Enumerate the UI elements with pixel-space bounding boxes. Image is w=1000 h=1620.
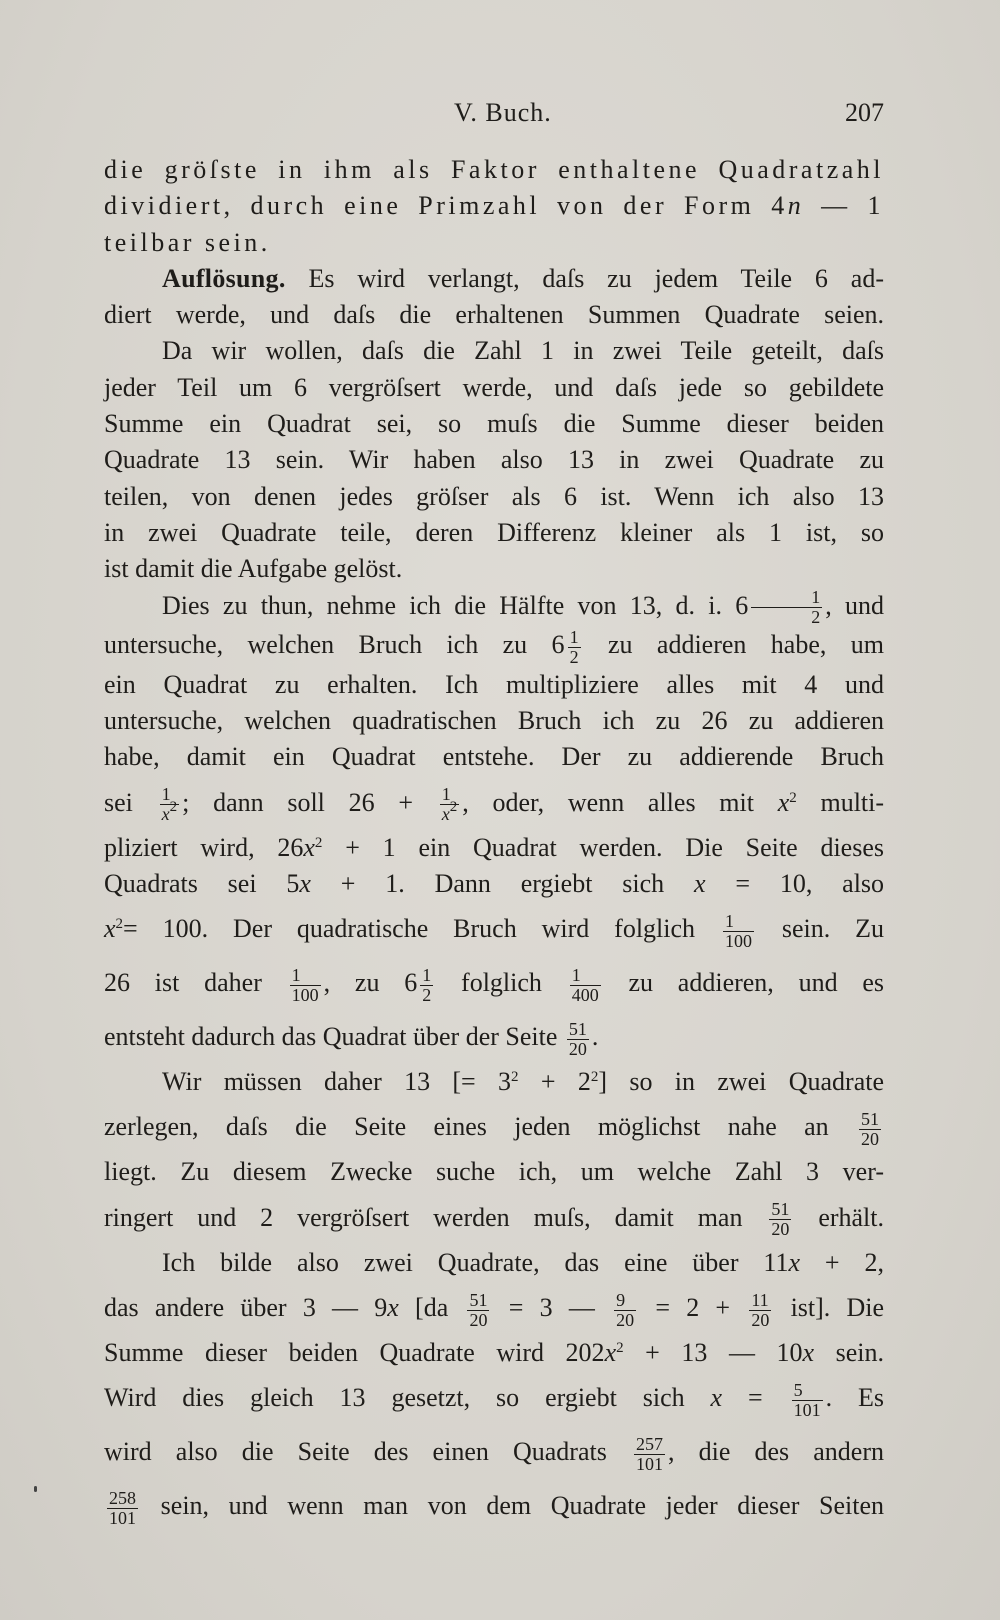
text-line: entsteht dadurch das Quadrat über der Seite $\frac{51}{20}$ . bbox=[104, 1018, 599, 1059]
text-line: untersuche, welchen Bruch ich zu 6 $\frac{1}{2}$ zu addieren habe, um bbox=[104, 626, 884, 667]
text-line: Dies zu thun, nehme ich die Hälfte von 13, d. i. 6 $\frac{1}{2}$ , und bbox=[162, 587, 884, 628]
text-line: Wir müssen daher 13 [= $3^2 + 2^2$] so in zwei Quadrate bbox=[162, 1067, 884, 1097]
text-line: teilbar sein. bbox=[104, 227, 271, 257]
fraction: $\frac{1}{100}$ bbox=[291, 964, 319, 1005]
text-line: dividiert, durch eine Primzahl von der Form 4n — 1 bbox=[104, 191, 884, 221]
fraction: $\frac{51}{20}$ bbox=[771, 1199, 790, 1240]
text-line: $x^2= 100$. Der quadratische Bruch wird folglich $\frac{1}{100}$ sein. Zu bbox=[104, 910, 885, 951]
text-line: ein Quadrat zu erhalten. Ich multipliziere alles mit 4 und bbox=[104, 669, 884, 699]
fraction: $\frac{257}{101}$ bbox=[635, 1433, 663, 1474]
paper-speck bbox=[34, 1486, 37, 1492]
fraction: $\frac{1}{x^2}$ bbox=[441, 784, 458, 825]
text-line: sei $\frac{1}{x^2}$ ; dann soll 26 + $\frac{1}{x^2}$ , oder, wenn alles mit $x^2$ multi- bbox=[104, 784, 885, 825]
text-line: diert werde, und daſs die erhaltenen Summen Quadrate seien. bbox=[104, 300, 884, 330]
text-line: ist damit die Aufgabe gelöst. bbox=[104, 554, 403, 584]
text-line: liegt. Zu diesem Zwecke suche ich, um welche Zahl 3 ver- bbox=[104, 1157, 884, 1187]
fraction: $\frac{1}{400}$ bbox=[571, 964, 599, 1005]
text-line: pliziert wird, $26x^2 + 1$ ein Quadrat werden. Die Seite dieses bbox=[104, 832, 885, 862]
fraction: $\frac{9}{20}$ bbox=[616, 1289, 635, 1330]
running-title: V. Buch. bbox=[454, 98, 552, 127]
fraction: $\frac{1}{x^2}$ bbox=[161, 784, 178, 825]
text-line: in zwei Quadrate teile, deren Differenz kleiner als 1 ist, so bbox=[104, 517, 884, 547]
page-header bbox=[104, 98, 884, 134]
text-line: jeder Teil um 6 vergröſsert werde, und daſs jede so gebildete bbox=[104, 372, 884, 402]
text-line: teilen, von denen jedes gröſser als 6 ist. Wenn ich also 13 bbox=[104, 481, 884, 511]
text-line: Summe dieser beiden Quadrate wird $202x^2 + 13$ — 10x sein. bbox=[104, 1338, 885, 1367]
text-line: Ich bilde also zwei Quadrate, das eine über 11x + 2, bbox=[162, 1247, 885, 1277]
text-line: Quadrate 13 sein. Wir haben also 13 in zwei Quadrate zu bbox=[104, 445, 884, 475]
text-line: zerlegen, daſs die Seite eines jeden möglichst nahe an $\frac{51}{20}$ bbox=[104, 1108, 879, 1149]
page-number: 207 bbox=[845, 98, 884, 127]
fraction: $\frac{5}{101}$ bbox=[793, 1379, 821, 1420]
text-line: Wird dies gleich 13 gesetzt, so ergiebt sich x = $\frac{5}{101}$ . Es bbox=[104, 1379, 885, 1420]
fraction: $\frac{51}{20}$ bbox=[469, 1289, 488, 1330]
text-line: Quadrats sei 5x + 1. Dann ergiebt sich x = 10, also bbox=[104, 868, 885, 898]
fraction: $\frac{1}{2}$ bbox=[751, 588, 822, 627]
text-line: wird also die Seite des einen Quadrats $\frac{257}{101}$ , die des andern bbox=[104, 1433, 884, 1474]
text-line: $\frac{258}{101}$ sein, und wenn man von dem Quadrate jeder dieser Seiten bbox=[109, 1487, 884, 1528]
text-line: ringert und 2 vergröſsert werden muſs, damit man $\frac{51}{20}$ erhält. bbox=[104, 1199, 884, 1240]
fraction: $\frac{11}{20}$ bbox=[751, 1289, 770, 1330]
text-line: das andere über 3 — 9x [da $\frac{51}{20}$ = 3 — $\frac{9}{20}$ = 2 + $\frac{11}{20}$ ist]. Die bbox=[104, 1289, 885, 1330]
section-heading: Auflösung. bbox=[162, 263, 286, 293]
fraction: $\frac{51}{20}$ bbox=[861, 1108, 879, 1149]
text-line: habe, damit ein Quadrat entstehe. Der zu addierende Bruch bbox=[104, 742, 884, 772]
fraction: $\frac{1}{2}$ bbox=[569, 626, 579, 667]
text-line: die gröſste in ihm als Faktor enthaltene Quadratzahl bbox=[104, 155, 884, 184]
page-body bbox=[104, 152, 884, 1533]
text-line: untersuche, welchen quadratischen Bruch ich zu 26 zu addieren bbox=[104, 705, 884, 735]
text-line: Summe ein Quadrat sei, so muſs die Summe dieser beiden bbox=[104, 409, 884, 439]
fraction: $\frac{1}{100}$ bbox=[724, 910, 752, 951]
text-line: 26 ist daher $\frac{1}{100}$ , zu 6 $\frac{1}{2}$ folglich $\frac{1}{400}$ zu addieren, und es bbox=[104, 964, 885, 1005]
fraction: $\frac{258}{101}$ bbox=[109, 1487, 136, 1528]
fraction: $\frac{1}{2}$ bbox=[422, 964, 432, 1005]
fraction: $\frac{51}{20}$ bbox=[568, 1018, 587, 1059]
text-line: Auflösung. Es wird verlangt, daſs zu jedem Teile 6 ad- bbox=[162, 263, 884, 293]
text-line: Da wir wollen, daſs die Zahl 1 in zwei Teile geteilt, daſs bbox=[162, 336, 884, 366]
